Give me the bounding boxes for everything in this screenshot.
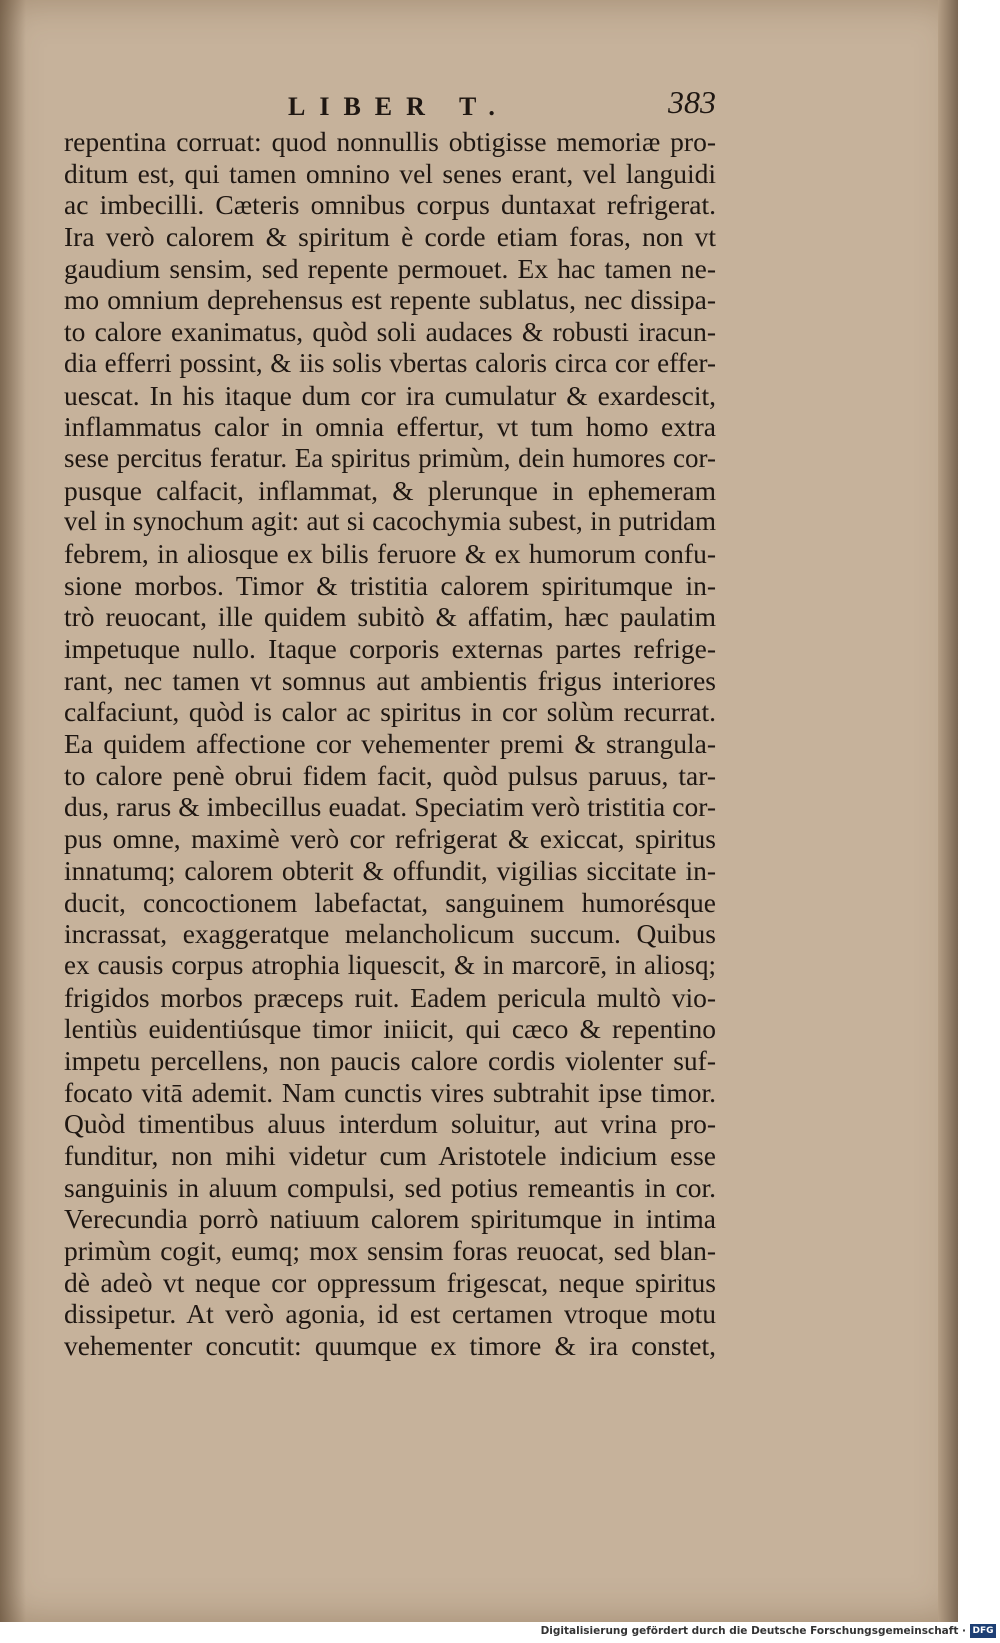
funding-credit: Digitalisierung gefördert durch die Deutsche Forschungsgemeinschaft ·	[540, 1625, 966, 1637]
text-line: ducit, concoctionem labefactat, sanguinem humorésque	[64, 886, 716, 918]
body-text	[64, 126, 716, 1362]
text-line: Verecundia porrò natiuum calorem spiritumque in intima	[64, 1203, 716, 1235]
footer-bar	[0, 1622, 1000, 1643]
text-line: dissipetur. At verò agonia, id est certamen vtroque motu	[64, 1298, 716, 1330]
text-line: vel in synochum agit: aut si cacochymia subest, in putridam	[64, 506, 716, 537]
text-line: Quòd timentibus aluus interdum soluitur, aut vrina pro-	[64, 1108, 716, 1140]
text-line: frigidos morbos præceps ruit. Eadem pericula multò vio-	[64, 981, 716, 1013]
gutter-shadow	[0, 0, 26, 1622]
running-head: LIBER T.	[288, 92, 509, 121]
text-line: lentiùs euidentiúsque timor iniicit, qui cæco & repentino	[64, 1013, 716, 1045]
dfg-logo: DFG	[970, 1624, 996, 1638]
text-line: pus omne, maximè verò cor refrigerat & exiccat, spiritus	[64, 823, 716, 855]
text-line: impetu percellens, non paucis calore cordis violenter suf-	[64, 1044, 716, 1076]
text-line: uescat. In his itaque dum cor ira cumulatur & exardescit,	[64, 379, 716, 411]
text-line: sanguinis in aluum compulsi, sed potius remeantis in cor.	[64, 1171, 716, 1203]
text-line: funditur, non mihi videtur cum Aristotele indicium esse	[64, 1140, 716, 1171]
text-line: Ea quidem affectione cor vehementer premi & strangula-	[64, 728, 716, 760]
text-line: dia efferri possint, & iis solis vbertas caloris circa cor effer-	[64, 347, 716, 378]
text-line: ac imbecilli. Cæteris omnibus corpus duntaxat refrigerat.	[64, 189, 716, 221]
text-line: mo omnium deprehensus est repente sublatus, nec dissipa-	[64, 284, 716, 316]
text-line: calfaciunt, quòd is calor ac spiritus in cor solùm recurrat.	[64, 696, 716, 728]
text-line: vehementer concutit: quumque ex timore & ira constet,	[64, 1330, 716, 1362]
text-line: pusque calfacit, inflammat, & plerunque in ephemeram	[64, 474, 716, 506]
text-line: febrem, in aliosque ex bilis feruore & ex humorum confu-	[64, 537, 716, 569]
text-line: sese percitus feratur. Ea spiritus primùm, dein humores cor-	[64, 442, 716, 473]
text-line: dè adeò vt neque cor oppressum frigescat, neque spiritus	[64, 1266, 716, 1298]
text-line: incrassat, exaggeratque melancholicum succum. Quibus	[64, 918, 716, 950]
text-line: ditum est, qui tamen omnino vel senes erant, vel languidi	[64, 157, 716, 189]
text-line: repentina corruat: quod nonnullis obtigisse memoriæ pro-	[64, 126, 716, 157]
text-line: to calore penè obrui fidem facit, quòd pulsus paruus, tar-	[64, 759, 716, 791]
page-edge	[938, 0, 958, 1622]
text-line: ex causis corpus atrophia liquescit, & in marcorē, in aliosq;	[64, 949, 716, 980]
text-line: dus, rarus & imbecillus euadat. Speciatim verò tristitia cor-	[64, 791, 716, 823]
text-line: to calore exanimatus, quòd soli audaces & robusti iracun-	[64, 316, 716, 348]
text-line: primùm cogit, eumq; mox sensim foras reuocat, sed blan-	[64, 1235, 716, 1267]
text-line: focato vitā ademit. Nam cunctis vires subtrahit ipse timor.	[64, 1076, 716, 1108]
text-line: rant, nec tamen vt somnus aut ambientis frigus interiores	[64, 664, 716, 696]
text-line: impetuque nullo. Itaque corporis externas partes refrige-	[64, 633, 716, 664]
text-line: Ira verò calorem & spiritum è corde etiam foras, non vt	[64, 221, 716, 253]
page-number: 383	[668, 84, 716, 120]
text-line: sione morbos. Timor & tristitia calorem spiritumque in-	[64, 569, 716, 601]
text-line: inflammatus calor in omnia effertur, vt tum homo extra	[64, 411, 716, 443]
text-line: innatumq; calorem obterit & offundit, vigilias siccitate in-	[64, 854, 716, 886]
text-line: gaudium sensim, sed repente permouet. Ex hac tamen ne-	[64, 252, 716, 284]
text-line: trò reuocant, ille quidem subitò & affatim, hæc paulatim	[64, 601, 716, 633]
